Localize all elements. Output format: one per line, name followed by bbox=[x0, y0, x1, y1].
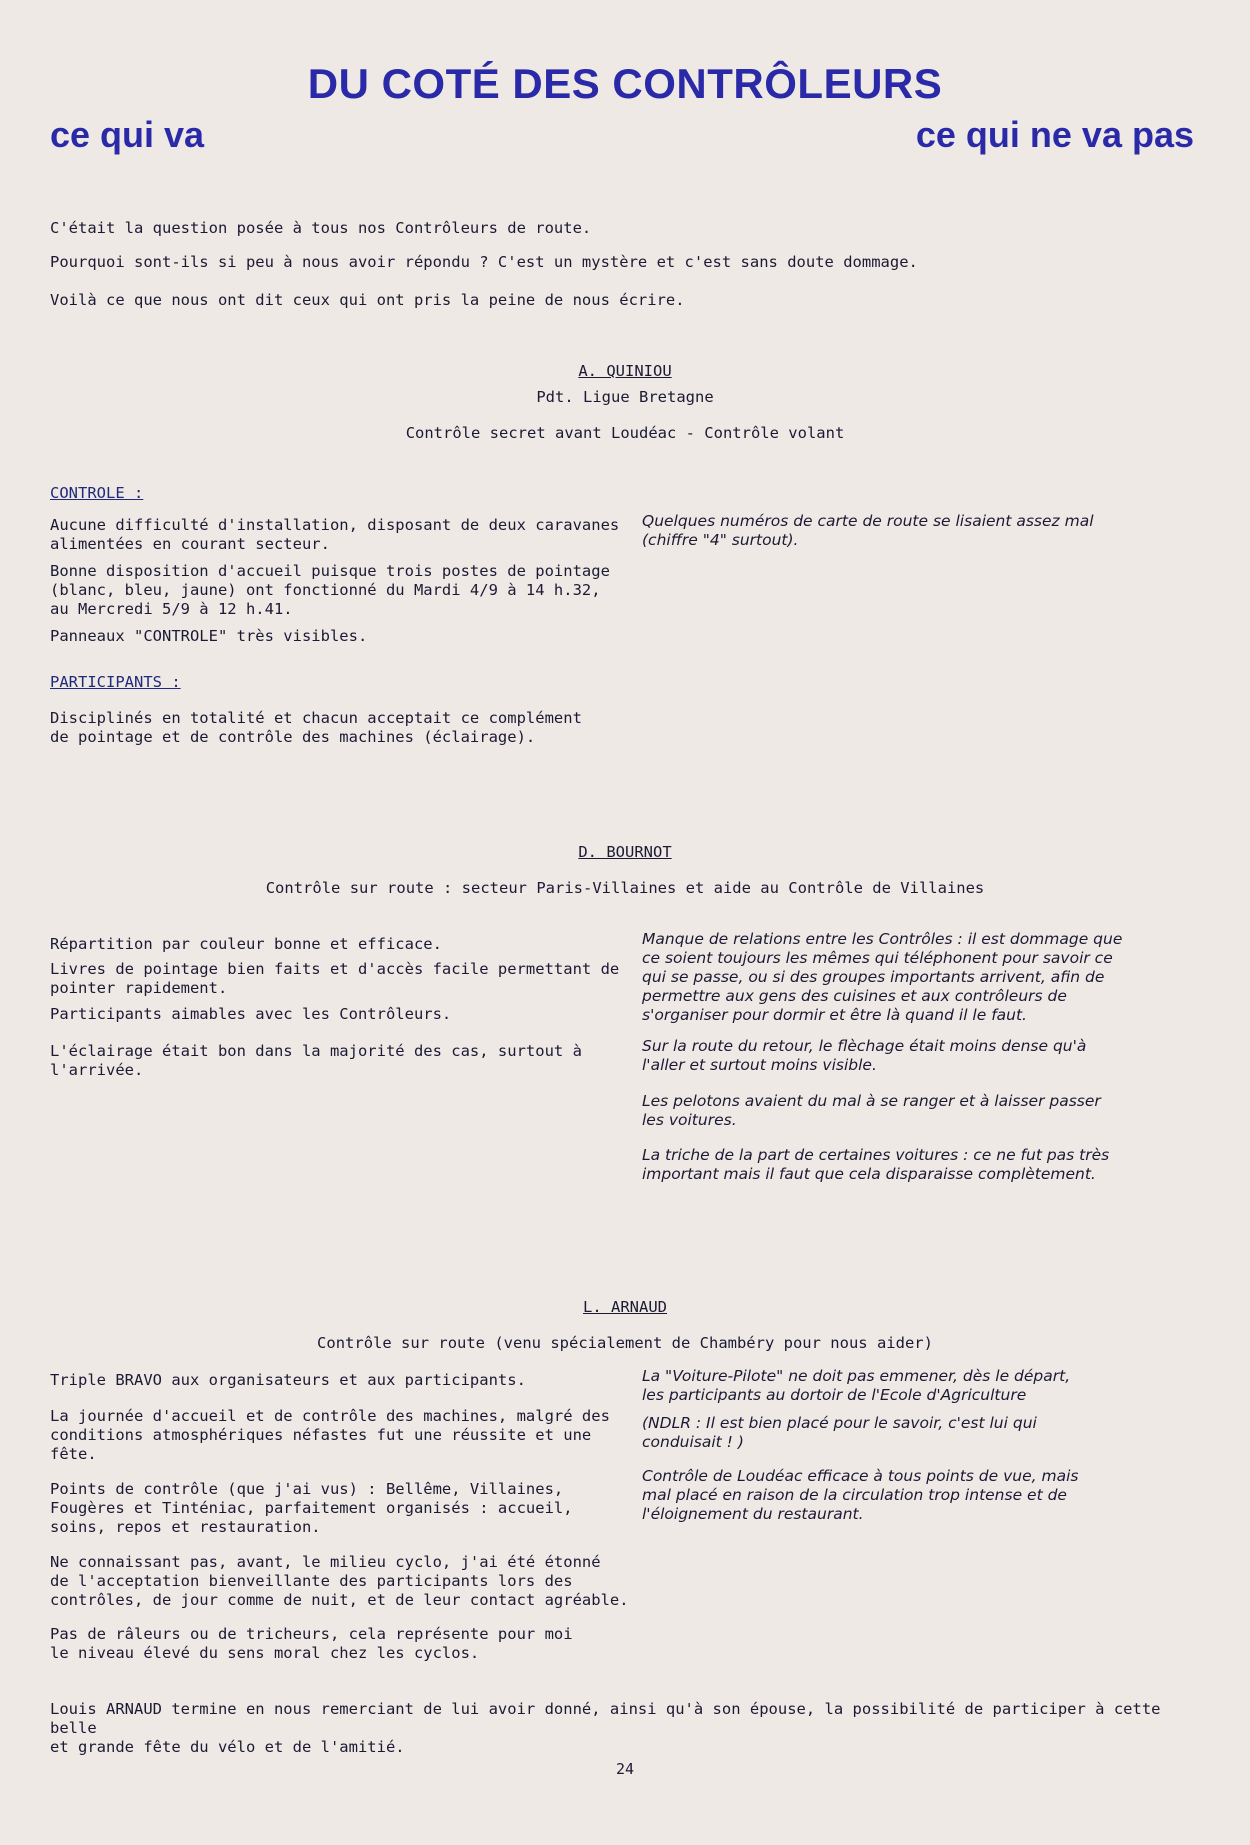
intro-line-1: C'était la question posée à tous nos Contrôleurs de route. bbox=[50, 219, 592, 237]
s1-left-3: Panneaux "CONTROLE" très visibles. bbox=[50, 627, 368, 645]
s3-right-1: La "Voiture-Pilote" ne doit pas emmener, dès le départ, les participants au dortoir de l'Ecole d'Agriculture bbox=[642, 1367, 1071, 1404]
s1-participants: Disciplinés en totalité et chacun acceptait ce complément de pointage et de contrôle des machines (éclairage). bbox=[50, 709, 582, 746]
s1-left-2: Bonne disposition d'accueil puisque trois postes de pointage (blanc, bleu, jaune) ont fonctionné du Mardi 4/9 à 14 h.32, au Mercredi 5/9 à 12 h.41. bbox=[50, 562, 610, 618]
s2-right-3: Les pelotons avaient du mal à se ranger et à laisser passer les voitures. bbox=[642, 1092, 1101, 1129]
s3-right-3: Contrôle de Loudéac efficace à tous points de vue, mais mal placé en raison de la circulation trop intense et de l'éloignement du restaurant. bbox=[642, 1467, 1079, 1523]
s2-left-4: L'éclairage était bon dans la majorité des cas, surtout à l'arrivée. bbox=[50, 1042, 582, 1079]
s2-right-4: La triche de la part de certaines voitures : ce ne fut pas très important mais il faut que cela disparaisse complètement. bbox=[642, 1146, 1110, 1183]
s2-right-2: Sur la route du retour, le flèchage était moins dense qu'à l'aller et surtout moins visible. bbox=[642, 1037, 1087, 1074]
s1-left-1: Aucune difficulté d'installation, disposant de deux caravanes alimentées en courant secteur. bbox=[50, 516, 620, 553]
s2-left-2: Livres de pointage bien faits et d'accès facile permettant de pointer rapidement. bbox=[50, 960, 620, 997]
s3-left-4: Ne connaissant pas, avant, le milieu cyclo, j'ai été étonné de l'acceptation bienveillante des participants lors des contrôles, de jour comme de nuit, et de leur contact agréable. bbox=[50, 1553, 629, 1609]
s1-heading-controle: CONTROLE : bbox=[50, 484, 144, 502]
s3-right-2: (NDLR : Il est bien placé pour le savoir, c'est lui qui conduisait ! ) bbox=[642, 1414, 1037, 1451]
s3-left-2: La journée d'accueil et de contrôle des machines, malgré des conditions atmosphériques néfastes fut une réussite et une fête. bbox=[50, 1407, 610, 1463]
intro-line-3: Voilà ce que nous ont dit ceux qui ont pris la peine de nous écrire. bbox=[50, 291, 685, 309]
s1-name: A. QUINIOU bbox=[578, 362, 672, 380]
s2-name: D. BOURNOT bbox=[578, 843, 672, 861]
s3-closing: Louis ARNAUD termine en nous remerciant de lui avoir donné, ainsi qu'à son épouse, la possibilité de participer à cette belle et grande fête du vélo et de l'amitié. bbox=[50, 1700, 1161, 1756]
s2-left-1: Répartition par couleur bonne et efficace. bbox=[50, 935, 442, 953]
s2-left-3: Participants aimables avec les Contrôleurs. bbox=[50, 1005, 452, 1023]
s3-place: Contrôle sur route (venu spécialement de Chambéry pour nous aider) bbox=[317, 1334, 933, 1352]
s1-place: Contrôle secret avant Loudéac - Contrôle volant bbox=[405, 424, 845, 442]
s3-left-1: Triple BRAVO aux organisateurs et aux participants. bbox=[50, 1371, 526, 1389]
page-title: DU COTÉ DES CONTRÔLEURS bbox=[307, 60, 943, 107]
s1-right-1: Quelques numéros de carte de route se lisaient assez mal (chiffre "4" surtout). bbox=[642, 512, 1094, 549]
s1-role: Pdt. Ligue Bretagne bbox=[536, 388, 714, 406]
intro-line-2: Pourquoi sont-ils si peu à nous avoir répondu ? C'est un mystère et c'est sans doute dommage. bbox=[50, 253, 918, 271]
subtitle-negative: ce qui ne va pas bbox=[915, 114, 1194, 155]
s1-heading-participants: PARTICIPANTS : bbox=[50, 673, 181, 691]
s2-right-1: Manque de relations entre les Contrôles : il est dommage que ce soient toujours les mêmes qui téléphonent pour savoir ce qui se passe, ou si des groupes importants arrivent, afin de permettre aux gens des cuisines et aux contrôleurs de s'organiser pour dormir et être là quand il le faut. bbox=[642, 930, 1123, 1024]
subtitle-positive: ce qui va bbox=[50, 114, 205, 155]
s3-name: L. ARNAUD bbox=[583, 1298, 667, 1316]
page-number: 24 bbox=[615, 1760, 635, 1778]
s3-left-3: Points de contrôle (que j'ai vus) : Bellême, Villaines, Fougères et Tinténiac, parfaitement organisés : accueil, soins, repos et restauration. bbox=[50, 1480, 573, 1536]
s2-place: Contrôle sur route : secteur Paris-Villaines et aide au Contrôle de Villaines bbox=[265, 879, 985, 897]
s3-left-5: Pas de râleurs ou de tricheurs, cela représente pour moi le niveau élevé du sens moral chez les cyclos. bbox=[50, 1625, 573, 1662]
